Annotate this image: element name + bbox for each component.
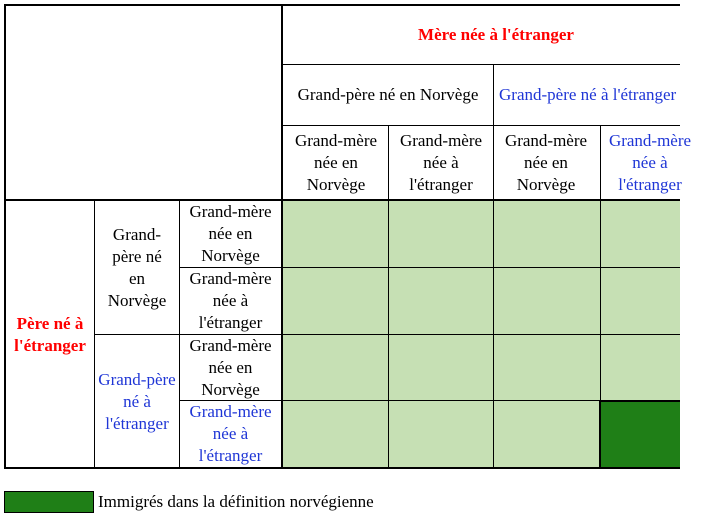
cell-r4c2 <box>389 401 493 467</box>
cell-r4c3 <box>494 401 600 467</box>
header-grandfather-norway: Grand-père né en Norvège <box>297 85 479 104</box>
grid-line <box>599 400 601 468</box>
grid-line <box>283 125 680 126</box>
cell-r2c3 <box>494 268 600 334</box>
header-gm-foreign-1: Grand-mère née à l'étranger <box>399 131 483 194</box>
header-gm-norway-1: Grand-mère née en Norvège <box>294 131 378 194</box>
row-father-foreign: Père né à l'étranger <box>14 313 86 355</box>
cell-r1c3 <box>494 201 600 267</box>
row-gm-foreign-1: Grand-mère née à l'étranger <box>189 269 272 332</box>
header-grandfather-foreign: Grand-père né à l'étranger <box>499 85 677 104</box>
grid-line <box>600 400 680 402</box>
cell-r4c1 <box>283 401 388 467</box>
cell-r2c1 <box>283 268 388 334</box>
cell-r1c1 <box>283 201 388 267</box>
header-gm-norway-2: Grand-mère née en Norvège <box>504 131 588 194</box>
grid-line <box>388 125 389 200</box>
cell-r1c4 <box>601 201 680 267</box>
cell-r4c4-immigrant <box>601 401 680 467</box>
cell-r3c3 <box>494 335 600 400</box>
row-gm-norway-2: Grand-mère née en Norvège <box>189 335 272 399</box>
legend-swatch <box>4 491 94 513</box>
header-gm-foreign-2: Grand-mère née à l'étranger <box>608 131 692 194</box>
row-grandfather-norway: Grand-père né en Norvège <box>107 224 167 310</box>
cell-r1c2 <box>389 201 493 267</box>
cell-r3c4 <box>601 335 680 400</box>
row-gm-foreign-2: Grand-mère née à l'étranger <box>189 402 272 465</box>
cell-r2c4 <box>601 268 680 334</box>
cell-r3c1 <box>283 335 388 400</box>
header-mother-foreign: Mère née à l'étranger <box>418 25 574 44</box>
cell-r3c2 <box>389 335 493 400</box>
row-grandfather-foreign: Grand-père né à l'étranger <box>98 369 176 433</box>
grid-line <box>600 125 601 200</box>
row-gm-norway-1: Grand-mère née en Norvège <box>189 202 272 265</box>
legend-label: Immigrés dans la définition norvégienne <box>98 492 374 511</box>
cell-r2c2 <box>389 268 493 334</box>
